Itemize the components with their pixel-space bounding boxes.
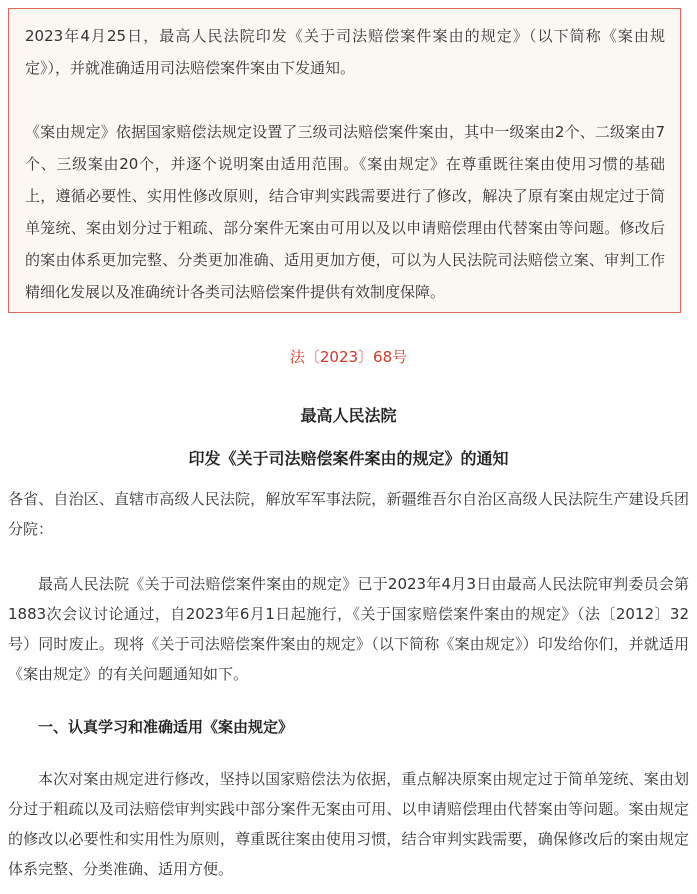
section-1-paragraph: 本次对案由规定进行修改，坚持以国家赔偿法为依据，重点解决原案由规定过于简单笼统、案由划分过于粗疏以及司法赔偿审判实践中部分案件无案由可用、以申请赔偿理由代替案由等问题。案由规定的修改以必要性和实用性为原则，尊重既往案由使用习惯，结合审判实践需要，确保修改后的案由规定体系完整、分类准确、适用方便。 [8, 770, 689, 878]
section-heading-1: 一、认真学习和准确适用《案由规定》 [38, 718, 294, 736]
summary-paragraph-1: 2023年4月25日，最高人民法院印发《关于司法赔偿案件案由的规定》（以下简称《案由规定》），并就准确适用司法赔偿案件案由下发通知。 [25, 27, 665, 77]
body-paragraph-1: 最高人民法院《关于司法赔偿案件案由的规定》已于2023年4月3日由最高人民法院审判委员会第1883次会议讨论通过，自2023年6月1日起施行，《关于国家赔偿案件案由的规定》（法〔2012〕32号）同时废止。现将《关于司法赔偿案件案由的规定》（以下简称《案由规定》）印发给你们，并就适用《案由规定》的有关问题通知如下。 [8, 575, 689, 683]
summary-paragraph-2: 《案由规定》依据国家赔偿法规定设置了三级司法赔偿案件案由，其中一级案由2个、二级案由7个、三级案由20个，并逐个说明案由适用范围。《案由规定》在尊重既往案由使用习惯的基础上，遵循必要性、实用性修改原则，结合审判实践需要进行了修改，解决了原有案由规定过于简单笼统、案由划分过于粗疏、部分案件无案由可用以及以申请赔偿理由代替案由等问题。修改后的案由体系更加完整、分类更加准确、适用更加方便，可以为人民法院司法赔偿立案、审判工作精细化发展以及准确统计各类司法赔偿案件提供有效制度保障。 [25, 123, 665, 301]
recipients: 各省、自治区、直辖市高级人民法院，解放军军事法院，新疆维吾尔自治区高级人民法院生产建设兵团分院： [8, 490, 689, 538]
issuer-title: 最高人民法院 [300, 406, 397, 425]
notice-title: 印发《关于司法赔偿案件案由的规定》的通知 [188, 449, 509, 468]
summary-box [8, 8, 681, 313]
document-number: 法〔2023〕68号 [289, 348, 408, 366]
